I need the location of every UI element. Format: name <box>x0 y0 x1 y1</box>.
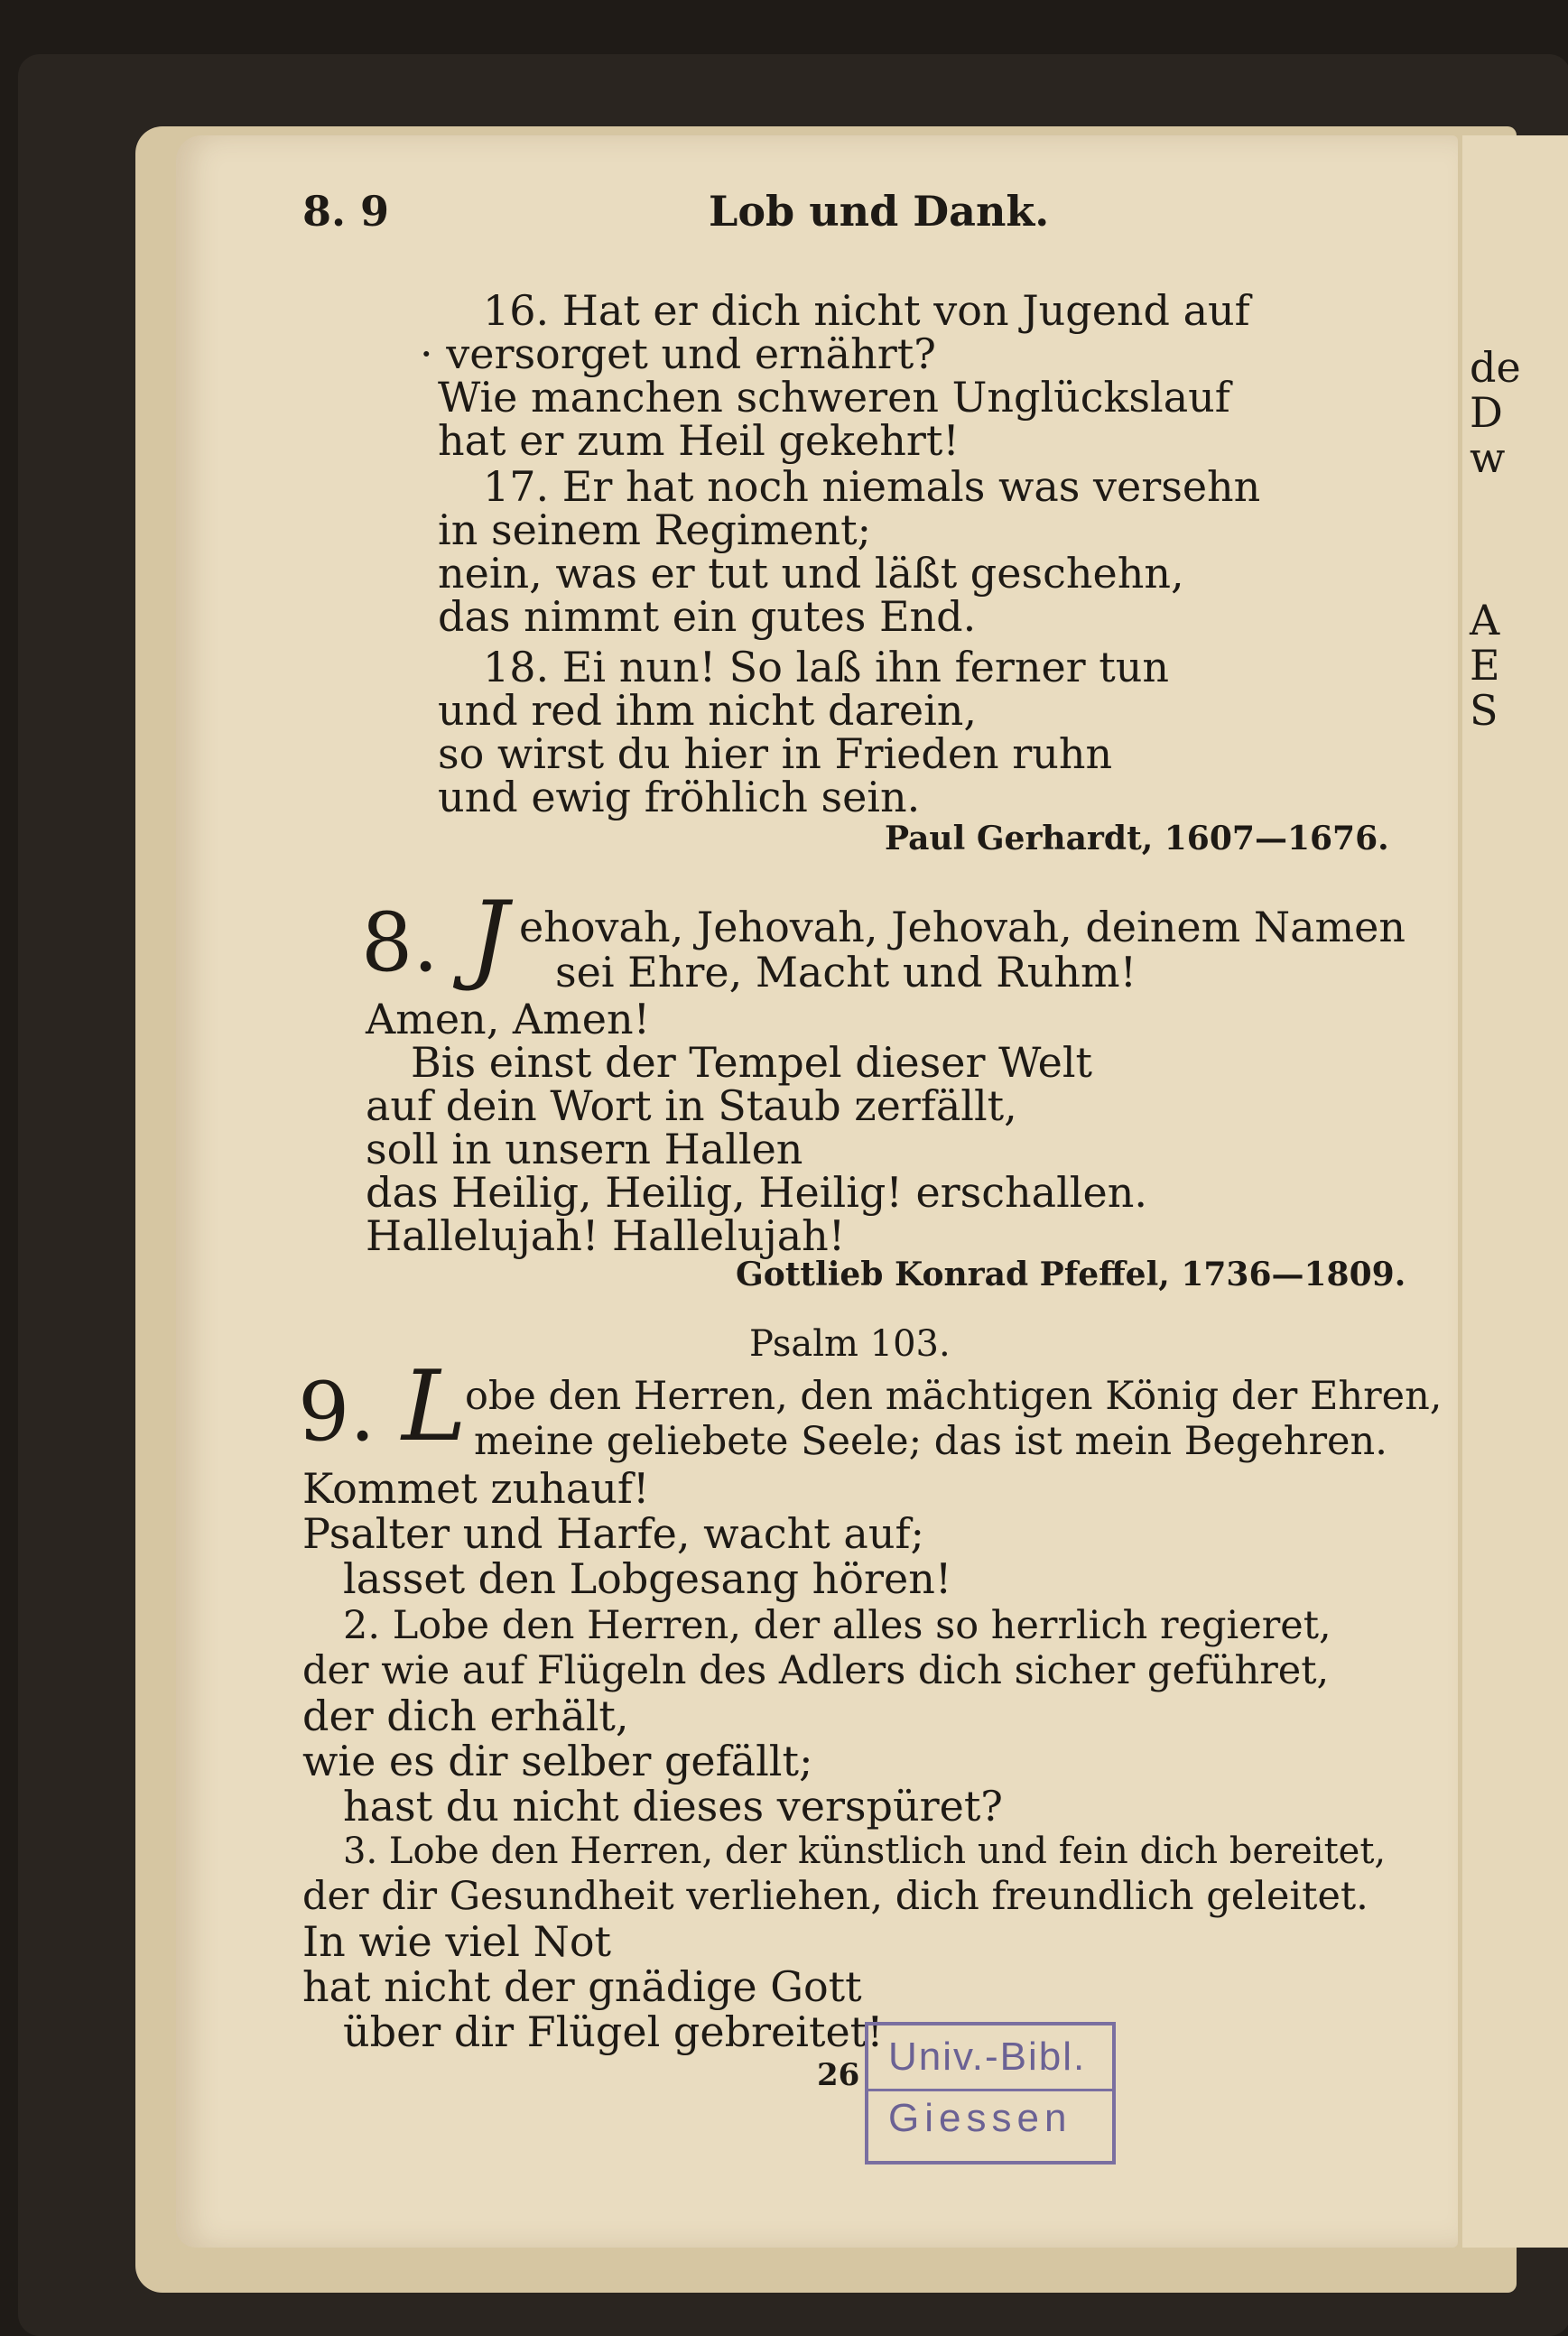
stamp-divider <box>868 2089 1112 2091</box>
verse-line: hat nicht der gnädige Gott <box>302 1962 862 2011</box>
verse-line: 17. Er hat noch niemals was versehn <box>483 462 1261 511</box>
verse-line: meine geliebete Seele; das ist mein Begehren. <box>474 1419 1387 1464</box>
verse-line: auf dein Wort in Staub zerfällt, <box>366 1081 1017 1130</box>
verse-line: so wirst du hier in Frieden ruhn <box>438 729 1113 778</box>
facing-page-fragment: D <box>1470 388 1503 437</box>
verse-line: das nimmt ein gutes End. <box>438 592 977 641</box>
library-stamp <box>865 2022 1116 2165</box>
drop-cap: L <box>402 1350 467 1463</box>
verse-line: soll in unsern Hallen <box>366 1125 803 1173</box>
verse-line: sei Ehre, Macht und Ruhm! <box>555 948 1137 997</box>
verse-line: Amen, Amen! <box>366 995 651 1043</box>
verse-line: lasset den Lobgesang hören! <box>343 1554 952 1603</box>
running-head-number: 8. 9 <box>302 187 390 236</box>
verse-line: nein, was er tut und läßt geschehn, <box>438 549 1184 598</box>
verse-line: 18. Ei nun! So laß ihn ferner tun <box>483 643 1170 691</box>
verse-line: · versorget und ernährt? <box>420 329 936 378</box>
facing-page-fragment: de <box>1470 343 1521 392</box>
verse-line: In wie viel Not <box>302 1917 612 1966</box>
verse-line: Bis einst der Tempel dieser Welt <box>411 1038 1093 1087</box>
hymn-number: 9. <box>298 1365 376 1460</box>
facing-page <box>1462 135 1568 2248</box>
facing-page-fragment: A <box>1470 596 1500 644</box>
author-credit: Paul Gerhardt, 1607—1676. <box>885 820 1389 857</box>
verse-line: in seinem Regiment; <box>438 505 872 554</box>
verse-line: obe den Herren, den mächtigen König der Ehren, <box>465 1374 1443 1419</box>
verse-line: 16. Hat er dich nicht von Jugend auf <box>483 286 1250 335</box>
facing-page-fragment: E <box>1470 641 1500 690</box>
verse-line: Kommet zuhauf! <box>302 1464 650 1513</box>
facing-page-fragment: w <box>1470 433 1506 482</box>
verse-line: 3. Lobe den Herren, der künstlich und fein dich bereitet, <box>343 1831 1387 1872</box>
verse-line: der wie auf Flügeln des Adlers dich sicher geführet, <box>302 1648 1330 1693</box>
running-head-title: Lob und Dank. <box>709 187 1050 236</box>
verse-line: und ewig fröhlich sein. <box>438 773 921 821</box>
page-number: 26 <box>817 2057 860 2093</box>
verse-line: über dir Flügel gebreitet! <box>343 2007 884 2056</box>
verse-line: Wie manchen schweren Unglückslauf <box>438 373 1230 422</box>
psalm-heading: Psalm 103. <box>749 1323 951 1365</box>
verse-line: hat er zum Heil gekehrt! <box>438 416 960 465</box>
verse-line: Psalter und Harfe, wacht auf; <box>302 1509 924 1558</box>
verse-line: wie es dir selber gefällt; <box>302 1737 813 1785</box>
verse-line: Hallelujah! Hallelujah! <box>366 1211 846 1260</box>
drop-cap: J <box>469 881 509 994</box>
verse-line: der dich erhält, <box>302 1692 629 1740</box>
verse-line: der dir Gesundheit verliehen, dich freundlich geleitet. <box>302 1874 1369 1919</box>
verse-line: ehovah, Jehovah, Jehovah, deinem Namen <box>519 903 1406 951</box>
stamp-line-2: Giessen <box>888 2096 1072 2140</box>
verse-line: und red ihm nicht darein, <box>438 686 978 735</box>
stamp-line-1: Univ.-Bibl. <box>888 2035 1087 2079</box>
hymn-number: 8. <box>361 895 439 990</box>
author-credit: Gottlieb Konrad Pfeffel, 1736—1809. <box>736 1256 1406 1293</box>
facing-page-fragment: S <box>1470 686 1498 735</box>
verse-line: das Heilig, Heilig, Heilig! erschallen. <box>366 1168 1147 1217</box>
verse-line: 2. Lobe den Herren, der alles so herrlich regieret, <box>343 1603 1331 1648</box>
verse-line: hast du nicht dieses verspüret? <box>343 1782 1003 1831</box>
